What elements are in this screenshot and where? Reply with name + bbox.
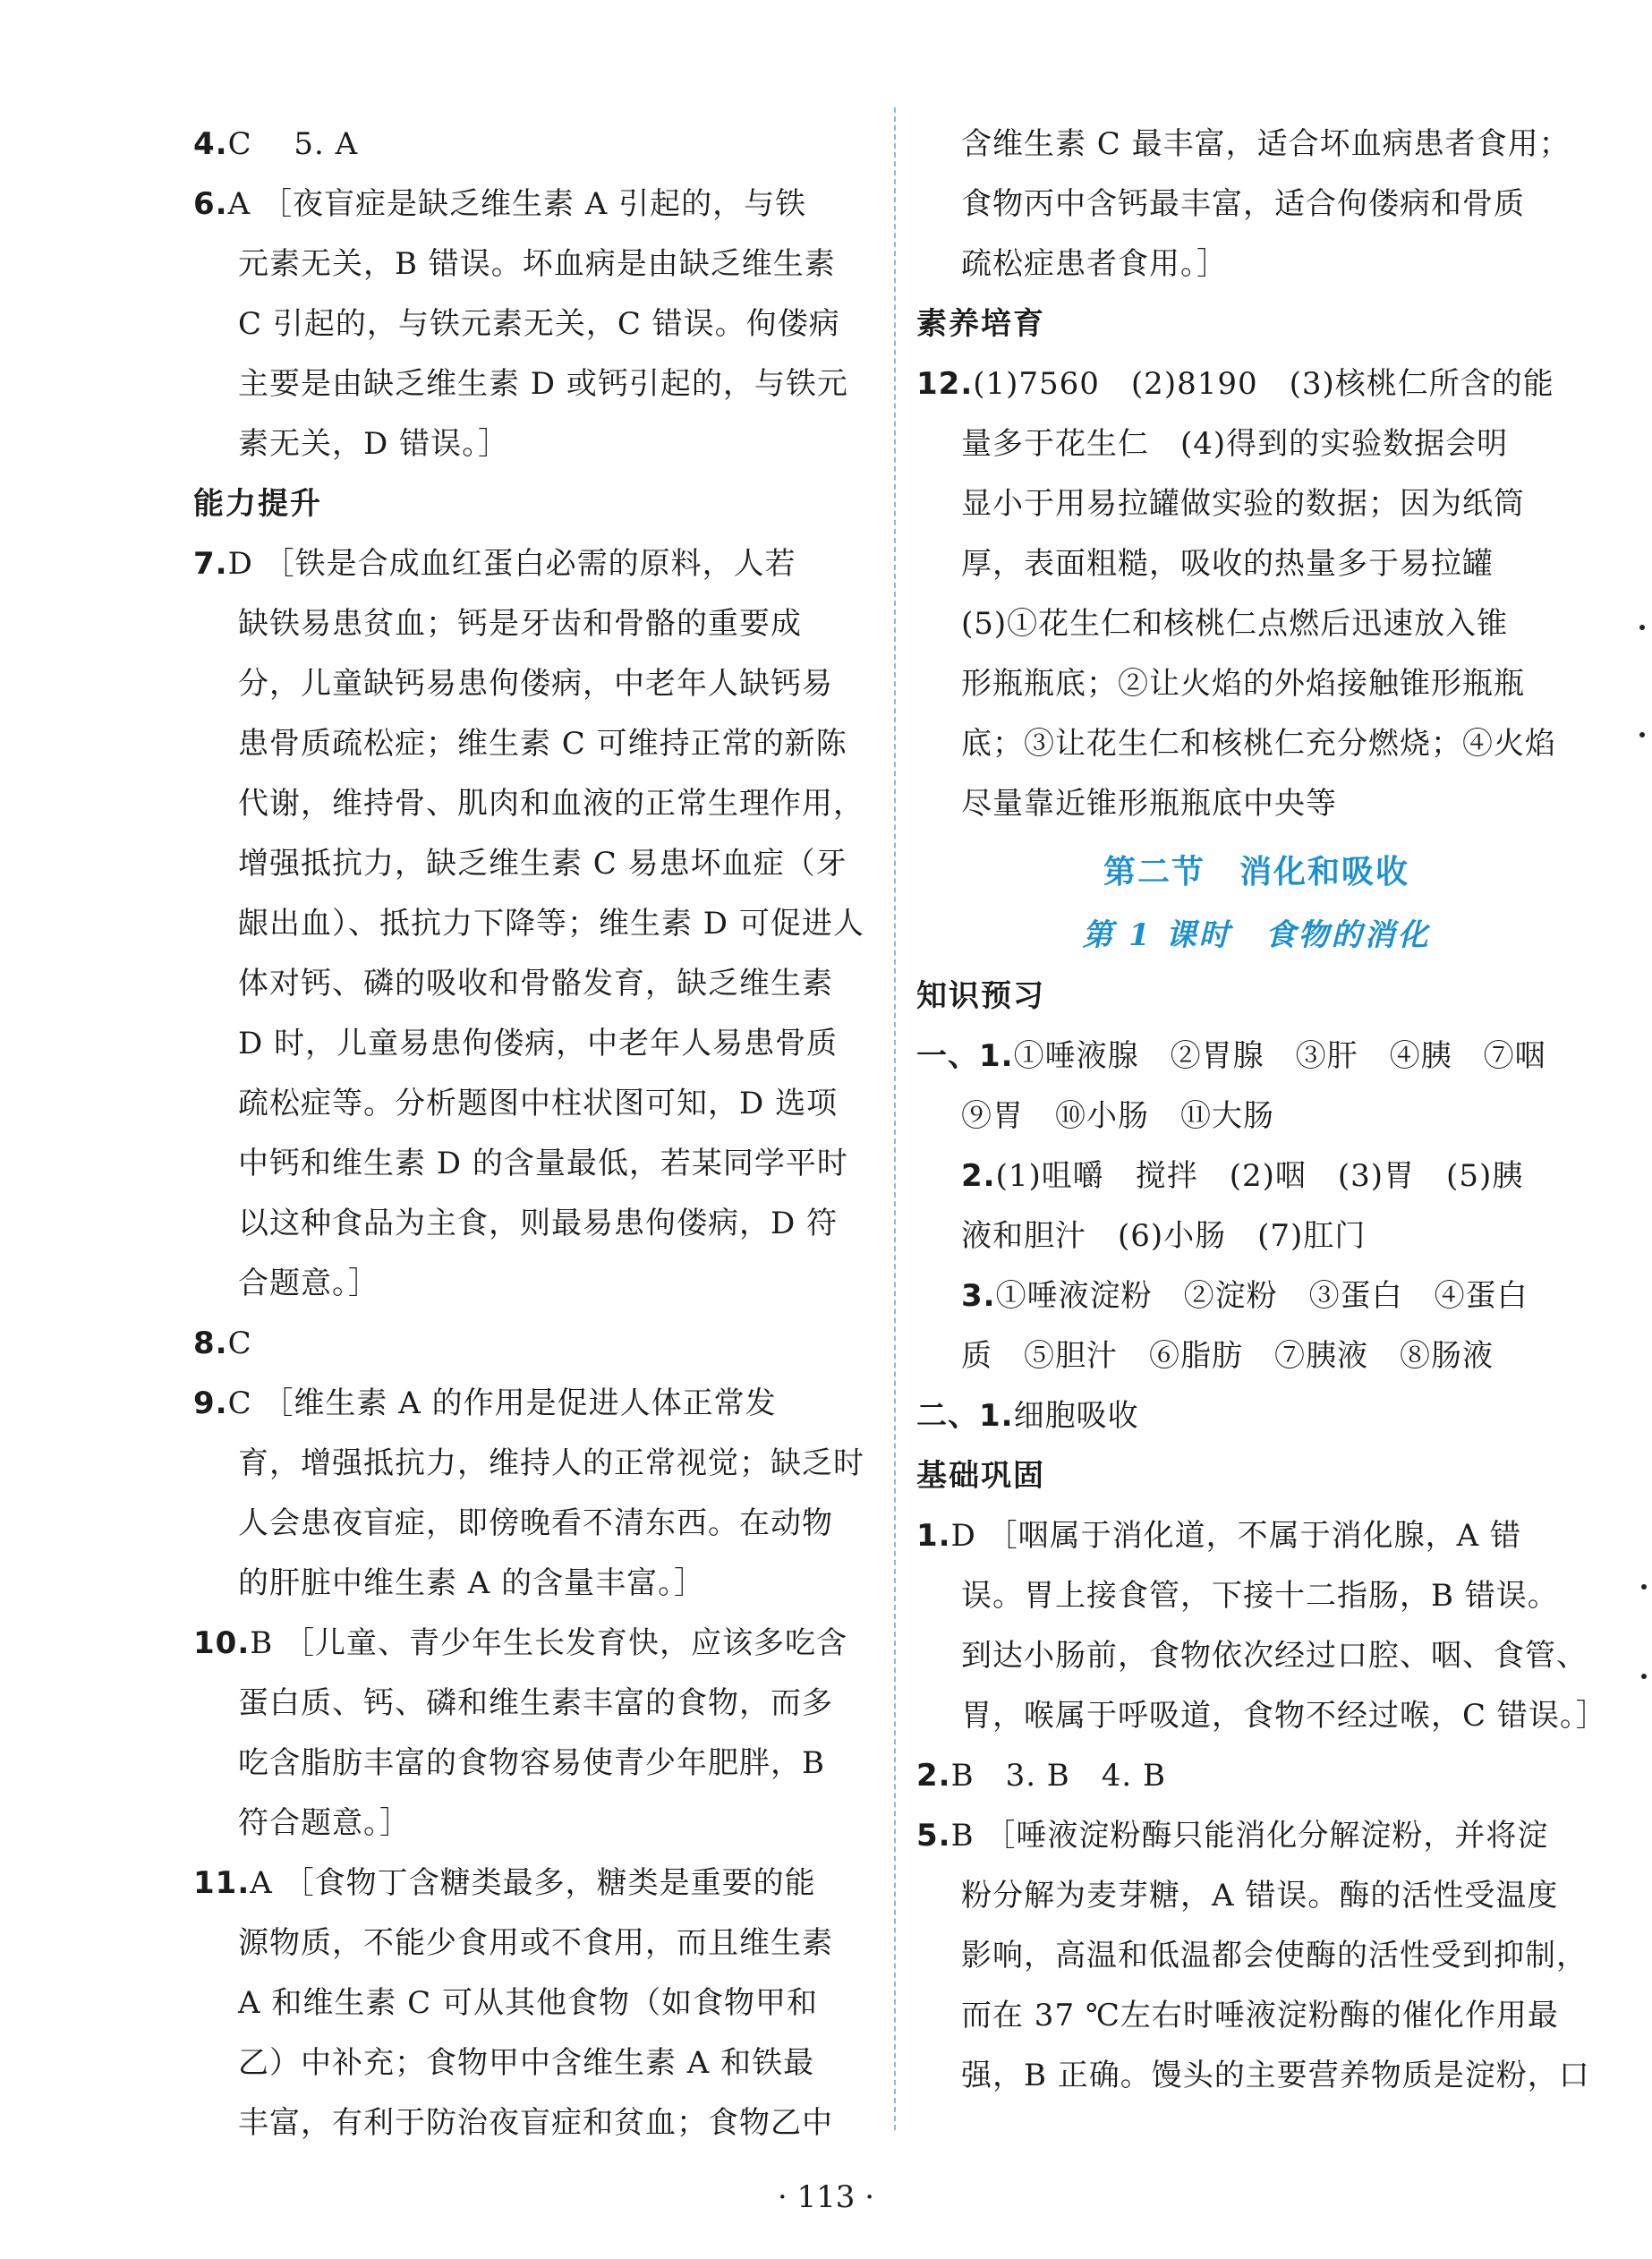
answer-text: 育，增强抵抗力，维持人的正常视觉；缺乏时 [238,1445,864,1481]
answer-line-continued [193,2093,873,2153]
question-number: 二、1. [916,1398,1014,1434]
answer-text: 人会患夜盲症，即傍晚看不清东西。在动物 [238,1505,833,1541]
answer-line-continued [916,234,1597,294]
answer-line [916,1147,1597,1206]
right-column-part-b [916,967,1607,2106]
answer-line-continued [193,1014,873,1074]
answer-text: 乙）中补充；食物甲中含维生素 A 和铁最 [238,2045,815,2081]
answer-line [193,1314,873,1374]
answer-line-continued [916,1206,1597,1266]
answer-text: 分，儿童缺钙易患佝偻病，中老年人缺钙易 [238,666,833,702]
section-title: 第二节 消化和吸收 [1103,854,1409,891]
answer-line-continued [193,354,873,414]
question-number: 7. [193,546,228,582]
answer-text: 质 ⑤胆汁 ⑥脂肪 ⑦胰液 ⑧肠液 [961,1338,1494,1374]
answer-line-continued [916,714,1597,774]
answer-line-continued [193,294,873,354]
answer-text: C ［维生素 A 的作用是促进人体正常发 [227,1385,777,1421]
answer-text: 量多于花生仁 (4)得到的实验数据会明 [961,426,1509,462]
answer-line [916,1506,1597,1566]
answer-text: D 时，儿童易患佝偻病，中老年人易患骨质 [238,1026,839,1061]
answer-line-continued [916,594,1597,654]
answer-line-continued [193,1194,873,1254]
answer-text: 误。胃上接食管，下接十二指肠，B 错误。 [961,1578,1559,1614]
left-column [193,115,873,2153]
answer-text: D ［铁是合成血红蛋白必需的原料，人若 [227,546,796,582]
answer-line-continued [916,474,1597,534]
answer-line-continued [193,1254,873,1314]
answer-text: 而在 37 ℃左右时唾液淀粉酶的催化作用最 [961,1998,1559,2033]
answer-text: 疏松症等。分析题图中柱状图可知，D 选项 [238,1086,839,1121]
answer-text: 厚，表面粗糙，吸收的热量多于易拉罐 [961,546,1494,582]
answer-text: 胃，喉属于呼吸道，食物不经过喉，C 错误。］ [961,1698,1607,1734]
answer-line [916,1746,1597,1806]
answer-text: 符合题意。］ [238,1805,411,1841]
answer-text: 素无关，D 错误。］ [238,426,510,462]
answer-text: 源物质，不能少食用或不食用，而且维生素 [238,1925,833,1961]
answer-line [193,1854,873,1914]
answer-text: 食物丙中含钙最丰富，适合佝偻病和骨质 [961,186,1525,222]
question-number: 12. [916,366,974,402]
question-number: 8. [193,1326,228,1361]
answer-text: 患骨质疏松症；维生素 C 可维持正常的新陈 [238,726,847,762]
answer-line-continued [193,1674,873,1734]
answer-line-continued [193,234,873,294]
answer-text: A 和维生素 C 可从其他食物（如食物甲和 [238,1985,818,2021]
answer-line [193,1374,873,1434]
answer-line-continued [916,1686,1607,1746]
answer-line-continued [193,1434,873,1494]
answer-text: C 引起的，与铁元素无关，C 错误。佝偻病 [238,306,840,342]
answer-text: 代谢，维持骨、肌肉和血液的正常生理作用， [238,786,864,822]
answer-line-continued [916,1866,1597,1926]
answer-text: 龈出血）、抵抗力下降等；维生素 D 可促进人 [238,906,864,942]
question-number: 2. [961,1158,996,1194]
answer-line [916,1806,1597,1866]
answer-line-continued [193,414,873,474]
answer-text: 疏松症患者食用。］ [961,246,1228,282]
answer-line-continued [193,1494,873,1554]
question-number: 4. [193,126,228,162]
answer-text: C 5. A [227,126,359,162]
margin-mark [1639,625,1645,630]
answer-line-continued [193,1074,873,1134]
answer-text: 蛋白质、钙、磷和维生素丰富的食物，而多 [238,1685,833,1721]
section-heading: 能力提升 [193,486,322,522]
answer-line-continued [193,1734,873,1794]
answer-line-continued [916,534,1597,594]
answer-text: 丰富，有利于防治夜盲症和贫血；食物乙中 [238,2105,833,2141]
answer-text: 液和胆汁 (6)小肠 (7)肛门 [961,1218,1367,1254]
answer-text: 以这种食品为主食，则最易患佝偻病，D 符 [238,1206,839,1241]
answer-text: 底；③让花生仁和核桃仁充分燃烧；④火焰 [961,726,1556,762]
page-number: · 113 · [777,2179,875,2215]
right-column [916,115,1607,2106]
answer-line-continued [193,954,873,1014]
answer-text: 合题意。］ [238,1266,379,1301]
question-number: 3. [961,1278,996,1314]
answer-text: 体对钙、磷的吸收和骨骼发育，缺乏维生素 [238,966,833,1002]
section-heading: 知识预习 [916,978,1045,1014]
answer-line-continued [193,1973,873,2033]
section-heading: 素养培育 [916,306,1045,342]
answer-line-continued [193,594,873,654]
answer-text: 中钙和维生素 D 的含量最低，若某同学平时 [238,1146,848,1181]
question-number: 9. [193,1385,228,1421]
answer-line [916,1386,1597,1446]
answer-text: (1)7560 (2)8190 (3)核桃仁所含的能 [973,366,1554,402]
answer-line-continued [193,714,873,774]
lesson-subtitle: 第 1 课时 食物的消化 [1082,917,1431,953]
margin-mark [1641,1674,1647,1679]
answer-line-continued [193,1794,873,1854]
answer-text: D ［咽属于消化道，不属于消化腺，A 错 [950,1518,1522,1554]
answer-line-continued [193,1914,873,1973]
answer-text: (1)咀嚼 搅拌 (2)咽 (3)胃 (5)胰 [995,1158,1524,1194]
answer-text: 缺铁易患贫血；钙是牙齿和骨骼的重要成 [238,606,802,642]
answer-text: 显小于用易拉罐做实验的数据；因为纸筒 [961,486,1525,522]
answer-text: ①唾液淀粉 ②淀粉 ③蛋白 ④蛋白 [995,1278,1529,1314]
question-number: 1. [916,1518,951,1554]
answer-line-continued [916,175,1597,234]
margin-mark [1639,732,1645,737]
answer-line-continued [193,1554,873,1614]
answer-text: 含维生素 C 最丰富，适合坏血病患者食用； [961,126,1571,162]
answer-line-continued [193,774,873,834]
answer-text: 细胞吸收 [1013,1398,1139,1434]
answer-line [193,175,873,234]
question-number: 5. [916,1818,951,1854]
question-number: 一、1. [916,1038,1014,1074]
answer-text: 吃含脂肪丰富的食物容易使青少年肥胖，B [238,1745,825,1781]
question-number: 2. [916,1758,951,1794]
section-heading: 基础巩固 [916,1458,1045,1494]
answer-text: A ［夜盲症是缺乏维生素 A 引起的，与铁 [227,186,807,222]
answer-line-continued [916,414,1597,474]
answer-text: ①唾液腺 ②胃腺 ③肝 ④胰 ⑦咽 [1013,1038,1546,1074]
answer-line [916,1027,1597,1087]
answer-line [193,115,873,175]
answer-line-continued [916,654,1597,714]
answer-text: B 3. B 4. B [950,1758,1167,1794]
answer-text: 元素无关，B 错误。坏血病是由缺乏维生素 [238,246,836,282]
answer-text: C [227,1326,252,1361]
answer-text: 尽量靠近锥形瓶瓶底中央等 [961,786,1337,822]
question-number: 6. [193,186,228,222]
question-number: 11. [193,1865,251,1901]
answer-line-continued [916,1926,1597,1986]
answer-text: 形瓶瓶底；②让火焰的外焰接触锥形瓶瓶 [961,666,1525,702]
answer-line-continued [193,1134,873,1194]
right-column-part-a [916,115,1597,834]
answer-line-continued [193,654,873,714]
answer-line-continued [916,774,1597,834]
answer-text: (5)①花生仁和核桃仁点燃后迅速放入锥 [961,606,1509,642]
answer-line-continued [916,2046,1597,2106]
answer-text: B ［儿童、青少年生长发育快，应该多吃含 [250,1625,848,1661]
answer-text: B ［唾液淀粉酶只能消化分解淀粉，并将淀 [950,1818,1549,1854]
answer-line-continued [916,1087,1597,1147]
answer-line-continued [193,894,873,954]
answer-line-continued [916,1626,1597,1686]
answer-line-continued [916,1326,1597,1386]
answer-text: 影响，高温和低温都会使酶的活性受到抑制， [961,1938,1588,1973]
question-number: 10. [193,1625,251,1661]
answer-text: 的肝脏中维生素 A 的含量丰富。］ [238,1565,706,1601]
answer-text: 主要是由缺乏维生素 D 或钙引起的，与铁元 [238,366,848,402]
answer-line-continued [916,1986,1597,2046]
answer-line [916,354,1597,414]
answer-line-continued [193,834,873,894]
answer-line [916,1266,1597,1326]
answer-text: A ［食物丁含糖类最多，糖类是重要的能 [250,1865,816,1901]
answer-text: 强，B 正确。馒头的主要营养物质是淀粉，口 [961,2058,1590,2093]
answer-line-continued [916,1566,1597,1626]
margin-mark [1641,1584,1647,1590]
answer-text: 增强抵抗力，缺乏维生素 C 易患坏血症（牙 [238,846,847,882]
column-divider [894,107,896,2130]
answer-text: ⑨胃 ⑩小肠 ⑪大肠 [961,1098,1274,1134]
answer-text: 粉分解为麦芽糖，A 错误。酶的活性受温度 [961,1878,1559,1914]
answer-line-continued [193,2033,873,2093]
answer-line [193,534,873,594]
answer-line-continued [916,115,1597,175]
answer-text: 到达小肠前，食物依次经过口腔、咽、食管、 [961,1638,1588,1674]
answer-line [193,1614,873,1674]
